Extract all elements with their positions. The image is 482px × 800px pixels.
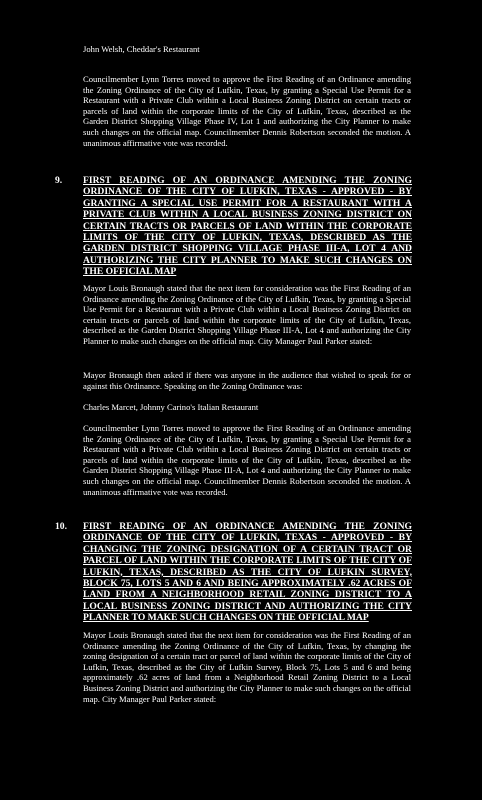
speaker-line: John Welsh, Cheddar's Restaurant [83, 44, 200, 54]
item-number: 10. [55, 521, 67, 532]
item-9-paragraph: Mayor Louis Bronaugh stated that the next item for consideration was the First Reading of an Ordinance amending the Zoning Ordinance of the City of Lufkin, Texas, by granting a Special Use Permit for a Restaurant with a Private Club within a Local Business Zoning District on certain tracts or parcels of land within the corporate limits of the City of Lufkin, Texas, described as the Garden District Shopping Village Phase III-A, Lot 4 and authorizing the City Planner to make such changes on the official map. City Manager Paul Parker stated: [83, 283, 411, 346]
item-10-paragraph: Mayor Louis Bronaugh stated that the next item for consideration was the First Reading of an Ordinance amending the Zoning Ordinance of the City of Lufkin, Texas, by changing the zoning designation of a certain tract or parcel of land within the corporate limits of the City of Lufkin, Texas, described as the City of Lufkin Survey, Block 75, Lots 5 and 6 and being approximately .62 acres of land from a Neighborhood Retail Zoning District to a Local Business Zoning District and authorizing the City Planner to make such changes on the official map. City Manager Paul Parker stated: [83, 630, 411, 704]
speaker-line: Charles Marcet, Johnny Carino's Italian Restaurant [83, 402, 259, 412]
item-heading: FIRST READING OF AN ORDINANCE AMENDING THE ZONING ORDINANCE OF THE CITY OF LUFKIN, TEXAS - APPROVED - BY CHANGING THE ZONING DESIGNATION OF A CERTAIN TRACT OR PARCEL OF LAND WITHIN THE CORPORATE LIMITS OF THE CITY OF LUFKIN, TEXAS, DESCRIBED AS THE CITY OF LUFKIN SURVEY, BLOCK 75, LOTS 5 AND 6 AND BEING APPROXIMATELY .62 ACRES OF LAND FROM A NEIGHBORHOOD RETAIL ZONING DISTRICT TO A LOCAL BUSINESS ZONING DISTRICT AND AUTHORIZING THE CITY PLANNER TO MAKE SUCH CHANGES ON THE OFFICIAL MAP [83, 521, 412, 624]
item-9-paragraph-2: Mayor Bronaugh then asked if there was anyone in the audience that wished to speak for or against this Ordinance. Speaking on the Zoning Ordinance was: [83, 370, 411, 391]
motion-paragraph: Councilmember Lynn Torres moved to approve the First Reading of an Ordinance amending the Zoning Ordinance of the City of Lufkin, Texas, by granting a Special Use Permit for a Restaurant with a Private Club within a Local Business Zoning District on certain tracts or parcels of land within the corporate limits of the City of Lufkin, Texas, described as the Garden District Shopping Village Phase III-A, Lot 4 and authorizing the City Planner to make such changes on the official map. Councilmember Dennis Robertson seconded the motion. A unanimous affirmative vote was recorded. [83, 423, 411, 497]
item-number: 9. [55, 175, 63, 186]
item-heading: FIRST READING OF AN ORDINANCE AMENDING THE ZONING ORDINANCE OF THE CITY OF LUFKIN, TEXAS - APPROVED - BY GRANTING A SPECIAL USE PERMIT FOR A RESTAURANT WITH A PRIVATE CLUB WITHIN A LOCAL BUSINESS ZONING DISTRICT ON CERTAIN TRACTS OR PARCELS OF LAND WITHIN THE CORPORATE LIMITS OF THE CITY OF LUFKIN, TEXAS, DESCRIBED AS THE GARDEN DISTRICT SHOPPING VILLAGE PHASE III-A, LOT 4 AND AUTHORIZING THE CITY PLANNER TO MAKE SUCH CHANGES ON THE OFFICIAL MAP [83, 175, 412, 278]
motion-paragraph: Councilmember Lynn Torres moved to approve the First Reading of an Ordinance amending the Zoning Ordinance of the City of Lufkin, Texas, by granting a Special Use Permit for a Restaurant with a Private Club within a Local Business Zoning District on certain tracts or parcels of land within the corporate limits of the City of Lufkin, Texas, described as the Garden District Shopping Village Phase IV, Lot 1 and authorizing the City Planner to make such changes on the official map. Councilmember Dennis Robertson seconded the motion. A unanimous affirmative vote was recorded. [83, 74, 411, 148]
